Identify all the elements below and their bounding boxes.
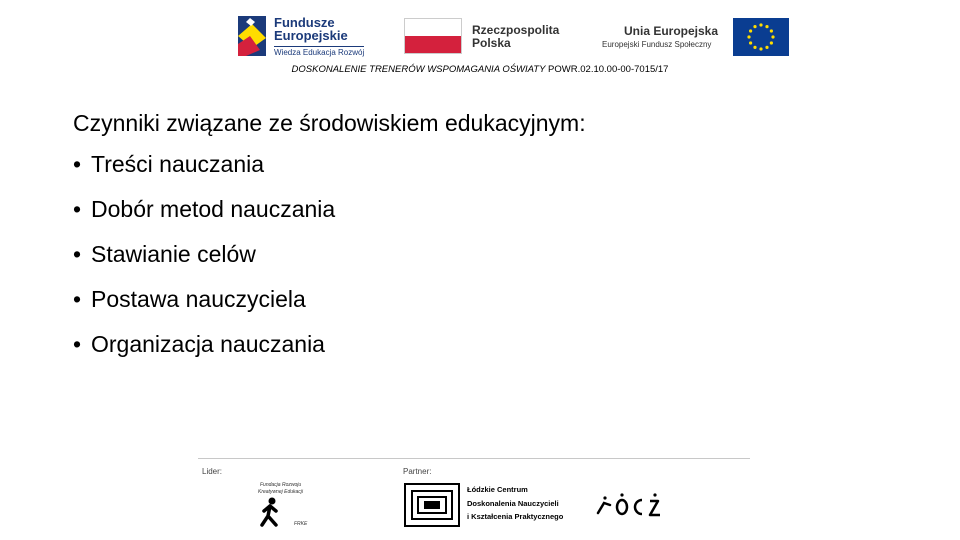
fundusze-line3: Wiedza Edukacja Rozwój <box>274 48 365 57</box>
eu-star-icon <box>759 47 762 50</box>
eu-star-icon <box>749 41 752 44</box>
bullet-icon: • <box>73 241 82 267</box>
bullet-icon: • <box>73 331 82 357</box>
eu-star-icon <box>753 46 756 49</box>
project-title: DOSKONALENIE TRENERÓW WSPOMAGANIA OŚWIATY <box>291 64 546 75</box>
eu-flag-icon <box>733 18 789 56</box>
list-item: • Organizacja nauczania <box>73 322 893 367</box>
ue-line1: Unia Europejska <box>624 24 719 38</box>
slide-content <box>73 108 893 367</box>
lider-logo-line2: Kreatywnej Edukacji <box>258 489 304 495</box>
rzeczpospolita-polska-logo <box>404 12 584 60</box>
list-item: • Dobór metod nauczania <box>73 187 893 232</box>
fundusze-europejskie-logo <box>236 12 376 60</box>
eu-star-icon <box>765 46 768 49</box>
bullet-list <box>73 142 893 367</box>
bullet-icon: • <box>73 286 82 312</box>
fundusze-line1: Fundusze <box>274 15 335 30</box>
running-figure-icon <box>258 497 282 527</box>
project-line <box>0 64 960 75</box>
bullet-icon: • <box>73 151 82 177</box>
partner-label: Partner: <box>403 467 432 476</box>
lider-logo-line1: Fundacja Rozwoju <box>260 482 302 488</box>
list-item: • Postawa nauczyciela <box>73 277 893 322</box>
eu-star-icon <box>770 41 773 44</box>
list-item: • Stawianie celów <box>73 232 893 277</box>
lcdnikp-emblem-icon <box>404 483 460 527</box>
fundusze-europejskie-emblem-icon <box>236 14 270 58</box>
fundusze-line2: Europejskie <box>274 28 348 43</box>
lodz-logo-icon <box>594 491 664 521</box>
eu-star-icon <box>765 25 768 28</box>
partner-lcdnikp-logo <box>404 483 564 529</box>
bullet-icon: • <box>73 196 82 222</box>
rp-line1: Rzeczpospolita <box>472 23 560 37</box>
eu-star-icon <box>770 29 773 32</box>
rp-line2: Polska <box>472 36 511 50</box>
project-code: POWR.02.10.00-00-7015/17 <box>545 64 669 75</box>
lider-logo <box>256 479 316 531</box>
unia-europejska-logo <box>600 12 792 60</box>
eu-star-icon <box>771 35 774 38</box>
polish-flag-icon <box>404 18 462 54</box>
lider-label: Lider: <box>202 467 223 476</box>
lcdnikp-line3: i Kształcenia Praktycznego <box>467 512 564 521</box>
eu-star-icon <box>753 25 756 28</box>
lcdnikp-line1: Łódzkie Centrum <box>467 485 528 494</box>
footer-logos <box>198 458 750 535</box>
eu-star-icon <box>759 23 762 26</box>
lider-logo-line3: FRKE <box>294 521 308 527</box>
eu-star-icon <box>747 35 750 38</box>
logo-bar <box>236 12 791 60</box>
eu-star-icon <box>749 29 752 32</box>
list-item: • Treści nauczania <box>73 142 893 187</box>
slide-heading: Czynniki związane ze środowiskiem edukacyjnym: <box>73 110 586 136</box>
lcdnikp-line2: Doskonalenia Nauczycieli <box>467 499 559 508</box>
ue-line2: Europejski Fundusz Społeczny <box>602 40 712 49</box>
